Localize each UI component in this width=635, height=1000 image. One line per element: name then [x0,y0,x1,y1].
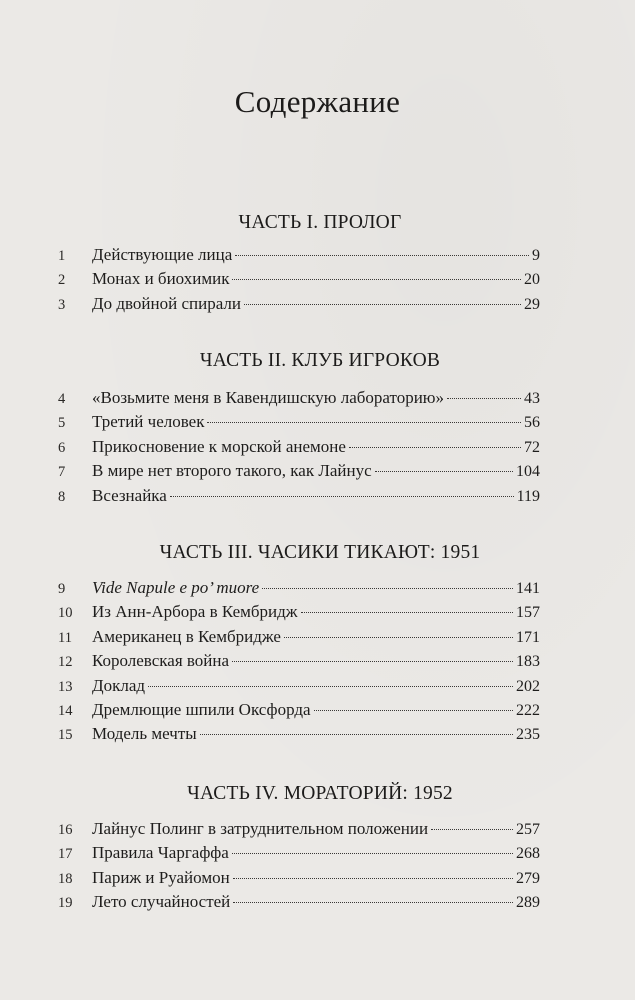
toc-entry [58,245,540,269]
chapter-number: 6 [58,439,66,456]
dot-leader [200,734,513,735]
chapter-title: «Возьмите меня в Кавендишскую лабораторию» [92,388,445,407]
chapter-title: Монах и биохимик [92,269,230,289]
dot-leader [232,279,521,280]
chapter-number: 12 [58,654,73,671]
toc-list-part-1 [58,245,540,318]
page-number: 29 [524,295,540,313]
toc-list-part-3 [58,578,540,749]
toc-entry [58,676,540,700]
dot-leader [447,398,521,399]
dot-leader [284,637,513,638]
chapter-title: Доклад [92,675,146,695]
page-number: 279 [516,869,540,887]
toc-entry [58,437,540,461]
chapter-number: 13 [58,678,73,695]
chapter-number: 15 [58,727,73,744]
toc-entry [58,412,540,436]
dot-leader [431,829,513,830]
chapter-title: Всезнайка [92,485,167,505]
dot-leader [232,853,513,854]
chapter-title: Париж и Руайомон [92,867,230,887]
dot-leader [235,255,529,256]
page-number: 257 [516,821,540,838]
toc-entry [58,269,540,293]
toc-entry [58,388,540,412]
chapter-number: 16 [58,822,73,838]
chapter-title: Правила Чаргаффа [92,843,229,863]
chapter-number: 11 [58,629,72,646]
chapter-number: 19 [58,895,73,912]
chapter-title: В мире нет второго такого, как Лайнус [92,461,372,481]
toc-entry [58,892,540,916]
chapter-title: Из Анн-Арбора в Кембридж [92,602,298,622]
chapter-number: 7 [58,464,66,481]
dot-leader [232,661,513,662]
chapter-number: 4 [58,391,66,407]
toc-list-part-2 [58,388,540,510]
page-number: 72 [524,438,540,456]
page-number: 141 [516,580,540,597]
chapter-number: 5 [58,415,66,432]
toc-entry [58,868,540,892]
dot-leader [314,710,513,711]
toc-entry [58,486,540,510]
chapter-number: 9 [58,581,66,597]
page-number: 222 [516,701,540,719]
chapter-number: 14 [58,702,73,719]
chapter-number: 18 [58,870,73,887]
dot-leader [262,588,513,589]
page-number: 171 [516,628,540,646]
toc-entry [58,700,540,724]
page-number: 268 [516,845,540,863]
part-heading-4: ЧАСТЬ IV. МОРАТОРИЙ: 1952 [187,783,453,804]
page-title: Содержание [234,84,401,119]
part-heading-1: ЧАСТЬ I. ПРОЛОГ [238,212,402,233]
chapter-title: Модель мечты [92,724,197,744]
chapter-number: 8 [58,488,66,505]
chapter-title: Третий человек [92,412,205,432]
chapter-number: 10 [58,605,73,622]
page-number: 56 [524,414,540,432]
page-number: 157 [516,604,540,622]
page-number: 9 [532,247,540,264]
chapter-title: Королевская война [92,651,230,671]
dot-leader [148,686,513,687]
chapter-title: Действующие лица [92,245,233,264]
chapter-number: 17 [58,846,73,863]
chapter-number: 3 [58,296,66,313]
toc-entry [58,627,540,651]
dot-leader [170,496,514,497]
page-number: 183 [516,653,540,671]
page-number: 43 [524,390,540,407]
chapter-title: Лето случайностей [92,892,231,912]
page-number: 202 [516,677,540,695]
dot-leader [349,447,521,448]
dot-leader [301,612,513,613]
part-heading-2: ЧАСТЬ II. КЛУБ ИГРОКОВ [199,350,441,371]
toc-entry [58,843,540,867]
dot-leader [233,902,513,903]
dot-leader [244,304,521,305]
toc-list-part-4 [58,819,540,917]
chapter-title: Лайнус Полинг в затруднительном положении [92,819,429,838]
dot-leader [375,471,513,472]
toc-entry [58,461,540,485]
chapter-number: 2 [58,272,66,289]
chapter-title: Vide Napule e po’ muore [92,578,260,597]
toc-entry [58,651,540,675]
page-number: 20 [524,271,540,289]
chapter-number: 1 [58,248,66,264]
page-number: 104 [516,463,540,481]
page-number: 289 [516,894,540,912]
toc-entry [58,819,540,843]
page-number: 119 [516,487,540,505]
chapter-title: Прикосновение к морской анемоне [92,436,346,456]
page-number: 235 [516,726,540,744]
toc-entry [58,294,540,318]
part-heading-3: ЧАСТЬ III. ЧАСИКИ ТИКАЮТ: 1951 [159,542,481,563]
toc-entry [58,724,540,748]
chapter-title: До двойной спирали [92,293,241,313]
chapter-title: Американец в Кембридже [92,626,281,646]
chapter-title: Дремлющие шпили Оксфорда [92,699,311,719]
dot-leader [207,422,521,423]
dot-leader [233,878,513,879]
toc-entry [58,578,540,602]
toc-entry [58,602,540,626]
